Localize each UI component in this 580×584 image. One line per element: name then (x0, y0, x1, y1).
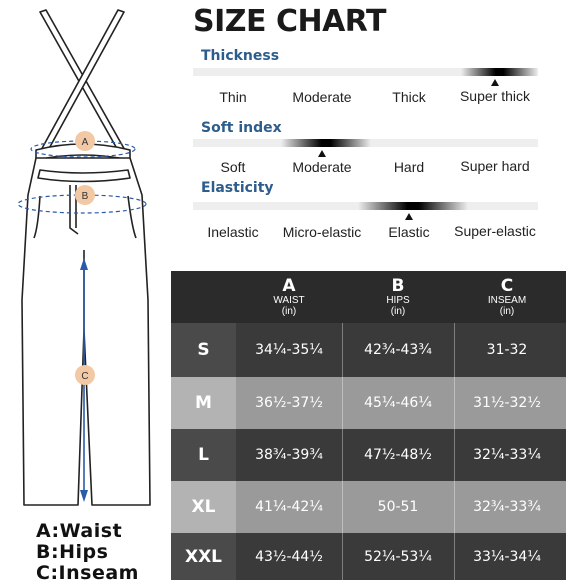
soft-index-label-hard: Hard (393, 159, 425, 175)
table-cell: 45¼-46¼ (364, 395, 432, 411)
soft-index-label-moderate: Moderate (292, 159, 352, 175)
soft-index-bar (193, 139, 538, 147)
column-unit: (in) (281, 306, 297, 317)
size-label: XXL (184, 546, 223, 567)
table-cell: 52¼-53¼ (364, 548, 432, 565)
column-header-waist (236, 271, 342, 323)
column-letter: C (500, 276, 514, 296)
marker-a: A (81, 137, 89, 148)
table-cell: 36½-37½ (255, 395, 323, 411)
page-title: SIZE CHART (193, 4, 387, 39)
elasticity-label-micro-elastic: Micro-elastic (282, 224, 362, 240)
elasticity-title: Elasticity (201, 180, 274, 196)
thickness-label-thick: Thick (392, 89, 426, 105)
table-cell: 47½-48½ (364, 447, 432, 463)
elasticity-label-inelastic: Inelastic (207, 224, 259, 240)
table-cell: 31½-32½ (473, 395, 541, 411)
table-row (171, 377, 566, 429)
column-name: INSEAM (487, 295, 527, 306)
table-header-row (171, 271, 566, 323)
table-row (171, 429, 566, 481)
soft-index-label-soft: Soft (220, 159, 246, 175)
column-name: WAIST (273, 295, 305, 306)
column-unit: (in) (390, 306, 406, 317)
elasticity-marker-icon (405, 213, 413, 220)
soft-index-marker-icon (318, 150, 326, 157)
table-row (171, 323, 566, 377)
table-cell: 33¼-34¼ (473, 548, 541, 565)
thickness-label-super-thick: Super thick (459, 88, 531, 104)
legend-inseam: C:Inseam (36, 562, 139, 584)
size-table (171, 271, 566, 580)
elasticity-label-super-elastic: Super-elastic (454, 223, 536, 239)
column-name: HIPS (386, 295, 410, 306)
table-cell: 34¼-35¼ (255, 342, 323, 358)
thickness-label-thin: Thin (219, 89, 247, 105)
table-cell: 41¼-42¼ (255, 499, 323, 515)
column-unit: (in) (499, 306, 515, 317)
marker-b: B (81, 191, 89, 202)
table-row (171, 481, 566, 533)
table-cell: 50-51 (377, 499, 419, 515)
marker-c: C (81, 371, 89, 382)
elasticity-label-elastic: Elastic (388, 224, 430, 240)
column-header-inseam (454, 271, 560, 323)
thickness-label-moderate: Moderate (292, 89, 352, 105)
thickness-title: Thickness (201, 48, 280, 64)
table-row (171, 533, 566, 580)
table-cell: 32¼-33¼ (473, 447, 541, 463)
table-cell: 42¾-43¾ (364, 342, 432, 358)
soft-index-label-super-hard: Super hard (460, 158, 530, 174)
size-label: L (198, 445, 209, 465)
table-cell: 38¾-39¾ (255, 447, 323, 463)
table-cell: 32¾-33¾ (473, 499, 541, 515)
legend-waist: A:Waist (36, 520, 123, 542)
size-label: M (195, 393, 212, 413)
thickness-marker-icon (491, 79, 499, 86)
column-letter: B (391, 276, 405, 296)
soft-index-title: Soft index (201, 120, 282, 136)
thickness-bar (193, 68, 538, 76)
table-cell: 31-32 (486, 342, 528, 358)
legend-hips: B:Hips (36, 541, 109, 563)
bib-pants-illustration (0, 0, 175, 510)
column-header-hips (342, 271, 454, 323)
column-letter: A (282, 276, 296, 296)
size-label: S (197, 340, 210, 360)
table-cell: 43½-44½ (255, 548, 323, 565)
size-label: XL (191, 497, 216, 517)
elasticity-bar (193, 202, 538, 210)
